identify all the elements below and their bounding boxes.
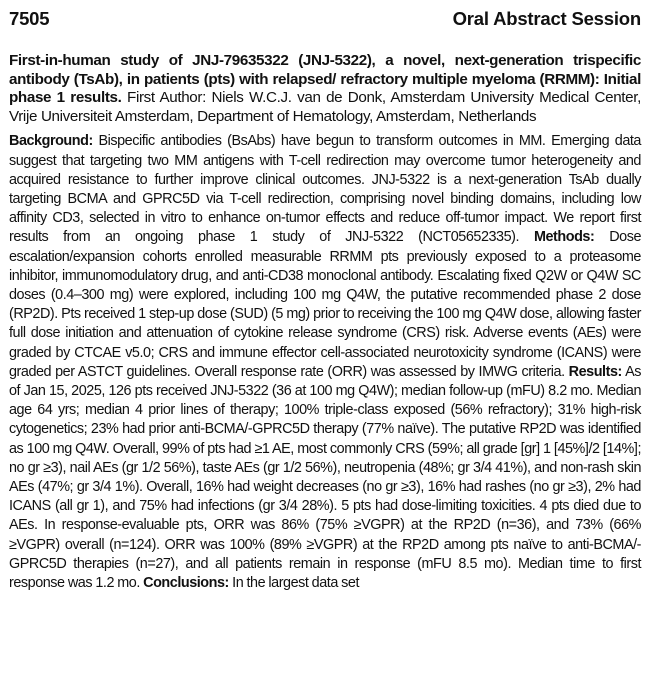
results-text: As of Jan 15, 2025, 126 pts received JNJ-5322 (36 at 100 mg Q4W); median follow-up (mFU) 8.2 mo. Median age 64 yrs; median 4 prior lines of therapy; 100% triple-class exposed (56% refractory); 31% high-risk cytogenetics; 23% had prior anti-BCMA/-GPRC5D therapy (77% naïve). The putative RP2D was identified as 100 mg Q4W. Overall, 99% of pts had ≥1 AE, most commonly CRS (59%; all grade [gr] 1 [45%]/2 [14%]; no gr ≥3), nail AEs (gr 1/2 56%), taste AEs (gr 1/2 56%), neutropenia (48%; gr 3/4 41%), and non-rash skin AEs (47%; gr 3/4 1%). Overall, 16% had weight decreases (no gr ≥3), 16% had rashes (no gr ≥3), 2% had ICANS (all gr 1), and 75% had infections (gr 3/4 28%). 5 pts had dose-limiting toxicities. 4 pts died due to AEs. In response-evaluable pts, ORR was 86% (75% ≥VGPR) at the RP2D (n=36), and 73% (66% ≥VGPR) overall (n=124). ORR was 100% (89% ≥VGPR) at the RP2D among pts naïve to anti-BCMA/-GPRC5D therapies (n=27), and all patients remain in response (mFU 8.5 mo). Median time to first response was 1.2 mo.	[9, 363, 641, 592]
background-text: Bispecific antibodies (BsAbs) have begun to transform outcomes in MM. Emerging data suggest that targeting two MM antigens with T-cell redirection may overcome tumor heterogeneity and acquired resistance to further improve clinical outcomes. JNJ-5322 is a next-generation TsAb dually targeting BCMA and GPRC5D via T-cell redirection, comprising novel binding domains, including low affinity CD3, selected in vitro to enhance on-tumor effects and reduce off-tumor impact. We report first results from an ongoing phase 1 study of JNJ-5322 (NCT05652335).	[9, 133, 641, 246]
conclusions-text: In the largest data set	[232, 575, 359, 592]
results-heading: Results:	[568, 363, 622, 380]
background-heading: Background:	[9, 133, 93, 150]
author-line: First Author: Niels W.C.J. van de Donk, Amsterdam University Medical Center, Vrije Universiteit Amsterdam, Department of Hematology, Amsterdam, Netherlands	[9, 89, 641, 125]
methods-text: Dose escalation/expansion cohorts enrolled measurable RRMM pts previously exposed to a proteasome inhibitor, immunomodulatory drug, and anti-CD38 monoclonal antibody. Escalating fixed Q2W or Q4W SC doses (0.4–300 mg) were explored, including 100 mg Q4W, the putative recommended phase 2 dose (RP2D). Pts received 1 step-up dose (SUD) (5 mg) prior to receiving the 100 mg Q4W dose, allowing faster full dose initiation and attenuation of cytokine release syndrome (CRS) risk. Adverse events (AEs) were graded by CTCAE v5.0; CRS and immune effector cell-associated neurotoxicity syndrome (ICANS) were graded per ASTCT guidelines. Overall response rate (ORR) was assessed by IMWG criteria.	[9, 229, 642, 380]
conclusions-heading: Conclusions:	[143, 575, 229, 592]
abstract-page	[9, 8, 641, 593]
abstract-title: First-in-human study of JNJ-79635322 (JNJ-5322), a novel, next-generation trispecific antibody (TsAb), in patients (pts) with relapsed/ refractory multiple myeloma (RRMM): Initial phase 1 results.	[9, 52, 641, 107]
session-label: Oral Abstract Session	[452, 8, 641, 29]
abstract-title-block	[9, 52, 641, 126]
methods-heading: Methods:	[533, 229, 595, 246]
page-header	[9, 8, 641, 30]
abstract-number: 7505	[9, 8, 50, 29]
abstract-body	[9, 132, 641, 593]
